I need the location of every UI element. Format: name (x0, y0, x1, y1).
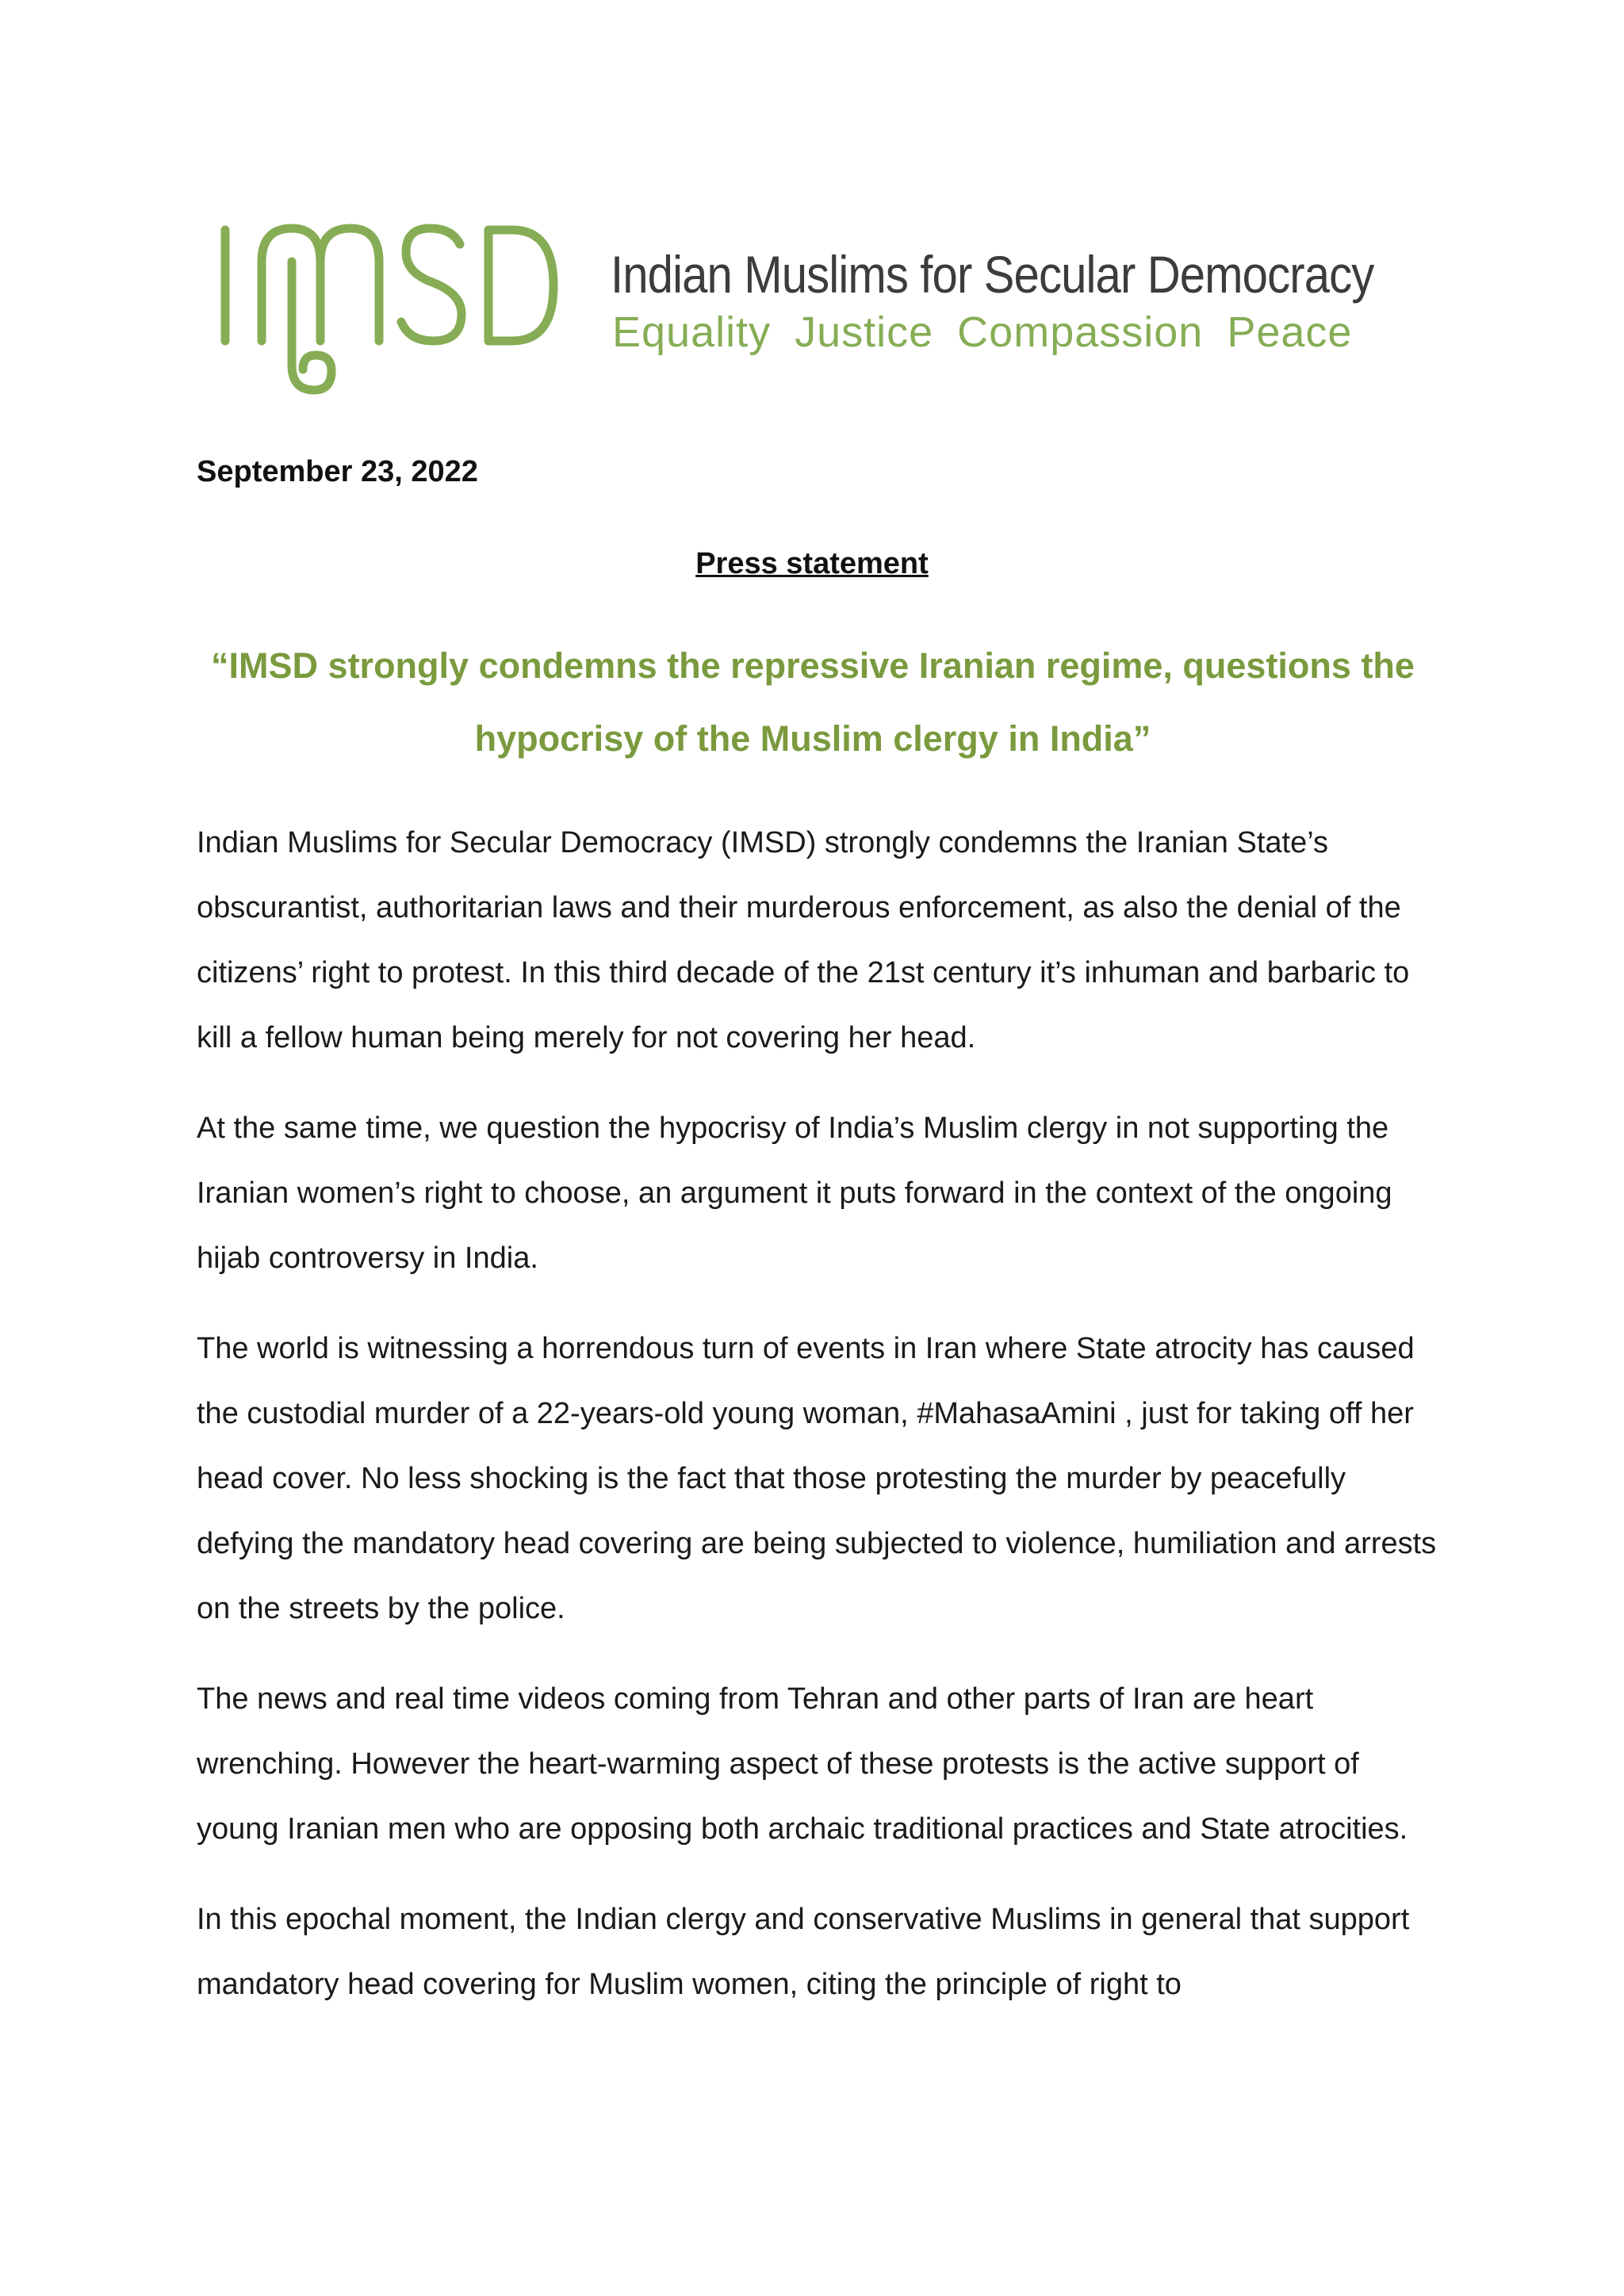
headline: “IMSD strongly condemns the repressive Iranian regime, questions the hypocrisy of the Muslim clergy in India” (211, 645, 1415, 759)
paragraph: At the same time, we question the hypocrisy of India’s Muslim clergy in not supporting the Iranian women’s right to choose, an argument it puts forward in the context of the ongoing hijab controversy in India. (197, 1112, 1392, 1275)
organization-tagline: Equality Justice Compassion Peace (612, 308, 1353, 356)
organization-name: Indian Muslims for Secular Democracy (611, 245, 1374, 304)
statement-body (197, 810, 1442, 2042)
paragraph: In this epochal moment, the Indian clergy and conservative Muslims in general that support mandatory head covering for Muslim women, citing the principle of right to (197, 1903, 1410, 2001)
paragraph: Indian Muslims for Secular Democracy (IMSD) strongly condemns the Iranian State’s obscurantist, authoritarian laws and their murderous enforcement, as also the denial of the citizens’ right to protest. In this third decade of the 21st century it’s inhuman and barbaric to kill a fellow human being merely for not covering her head. (197, 826, 1410, 1054)
paragraph: The news and real time videos coming from Tehran and other parts of Iran are heart wrenching. However the heart-warming aspect of these protests is the active support of young Iranian men who are opposing both archaic traditional practices and State atrocities. (197, 1682, 1408, 1846)
paragraph: The world is witnessing a horrendous turn of events in Iran where State atrocity has caused the custodial murder of a 22-years-old young woman, #MahasaAmini , just for taking off her head cover. No less shocking is the fact that those protesting the murder by peacefully defying the mandatory head covering are being subjected to violence, humiliation and arrests on the streets by the police. (197, 1332, 1437, 1625)
document-kind: Press statement (695, 547, 929, 580)
imsd-logo (214, 214, 563, 404)
statement-date: September 23, 2022 (197, 455, 478, 488)
letterhead (214, 214, 1404, 404)
